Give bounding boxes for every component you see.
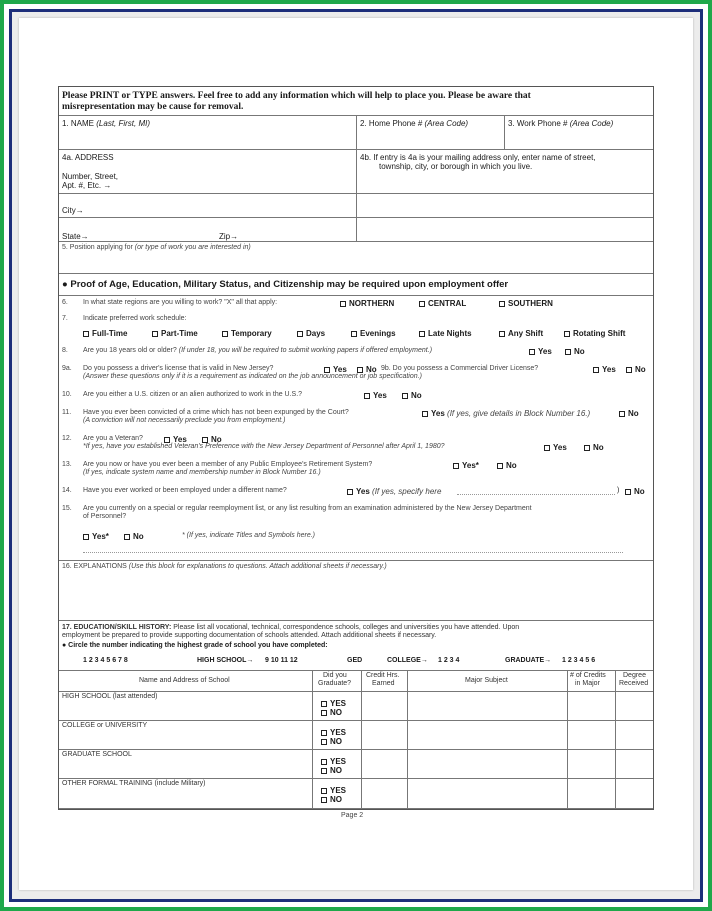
checkbox-icon <box>497 463 503 469</box>
checkbox-icon <box>321 797 327 803</box>
q12-no-2[interactable]: No <box>584 443 604 452</box>
q7-option-evenings[interactable]: Evenings <box>351 329 396 338</box>
college-grades[interactable]: 1 2 3 4 <box>438 657 460 664</box>
proof-banner: ● Proof of Age, Education, Military Status, and Citizenship may be required upon employment offer <box>62 279 509 290</box>
checkbox-icon <box>593 367 599 373</box>
checkbox-icon <box>321 730 327 736</box>
col-num-credits-1: # of Credits <box>570 672 606 679</box>
q15-number: 15. <box>62 505 72 512</box>
row-college-label: COLLEGE or UNIVERSITY <box>62 722 148 729</box>
q17-text-1: Please list all vocational, technical, correspondence schools, colleges and universities you have attended. Upon <box>173 624 520 631</box>
col-degree-2: Received <box>619 680 649 687</box>
high-school-label: HIGH SCHOOL→ <box>197 657 254 664</box>
row-graduate-school-yes[interactable]: YES <box>321 757 346 766</box>
edu-table-top <box>59 670 653 671</box>
grade-numbers[interactable]: 1 2 3 4 5 6 7 8 <box>83 657 128 664</box>
q9a-no[interactable]: No <box>357 365 377 374</box>
checkbox-icon <box>321 759 327 765</box>
q13-text: Are you now or have you ever been a member of any Public Employee's Retirement System? <box>83 461 373 468</box>
address-line-2: Number, Street, <box>62 172 119 181</box>
proof-banner-row <box>59 274 653 296</box>
name-field[interactable] <box>59 116 356 149</box>
row-graduate-school-label: GRADUATE SCHOOL <box>62 751 132 758</box>
high-school-grades[interactable]: 9 10 11 12 <box>265 657 298 664</box>
q16-label: 16. EXPLANATIONS <box>62 563 127 570</box>
q7-number: 7. <box>62 315 68 322</box>
position-row <box>59 243 653 274</box>
home-phone-hint: (Area Code) <box>424 119 469 128</box>
work-phone-label: 3. Work Phone # <box>508 119 568 128</box>
q9b-text: 9b. Do you possess a Commercial Driver License? <box>381 365 539 372</box>
q8-hint: (If under 18, you will be required to submit working papers if offered employment.) <box>178 347 433 354</box>
q11-yes[interactable]: Yes (If yes, give details in Block Number 16.) <box>422 409 590 418</box>
q11-no[interactable]: No <box>619 409 639 418</box>
q10-yes[interactable]: Yes <box>364 391 387 400</box>
q17-label: 17. EDUCATION/SKILL HISTORY: <box>62 624 172 631</box>
q16-hint: (Use this block for explanations to questions. Attach additional sheets if necessary.) <box>128 563 387 570</box>
checkbox-icon <box>453 463 459 469</box>
q9b-no[interactable]: No <box>626 365 646 374</box>
row-other-training-label: OTHER FORMAL TRAINING (include Military) <box>62 780 206 787</box>
q7-option-days[interactable]: Days <box>297 329 325 338</box>
checkbox-icon <box>584 445 590 451</box>
state-label: State→ <box>62 232 89 241</box>
education-block <box>59 621 653 809</box>
city-field[interactable] <box>59 194 356 217</box>
row-high-school-no[interactable]: NO <box>321 708 342 717</box>
position-hint: (or type of work you are interested in) <box>134 244 251 251</box>
checkbox-icon <box>297 331 303 337</box>
position-label: 5. Position applying for <box>62 244 133 251</box>
row-other-training-no[interactable]: NO <box>321 795 342 804</box>
q8-number: 8. <box>62 347 68 354</box>
col-major-subject: Major Subject <box>465 677 508 684</box>
instructions-row <box>59 87 653 116</box>
q15-no[interactable]: No <box>124 532 144 541</box>
address-label: 4a. ADDRESS <box>62 153 114 162</box>
q13-hint: (If yes, indicate system name and membership number in Block Number 16.) <box>83 469 321 476</box>
q10-text: Are you either a U.S. citizen or an alien authorized to work in the U.S.? <box>83 391 303 398</box>
q12-yes-2[interactable]: Yes <box>544 443 567 452</box>
city-label: City→ <box>62 206 84 215</box>
q12-hint: *If yes, have you established Veteran's Preference with the New Jersey Department of Personnel after April 1, 1980? <box>83 443 445 450</box>
checkbox-icon <box>321 768 327 774</box>
q7-option-rotating-shift[interactable]: Rotating Shift <box>564 329 625 338</box>
q13-yes[interactable]: Yes* <box>453 461 479 470</box>
address-row <box>59 150 653 194</box>
state-field-b[interactable] <box>356 218 653 242</box>
q9-number: 9a. <box>62 365 72 372</box>
q7-option-any-shift[interactable]: Any Shift <box>499 329 543 338</box>
q6-option-northern[interactable]: NORTHERN <box>340 299 394 308</box>
checkbox-icon <box>422 411 428 417</box>
explanations-block[interactable] <box>59 561 653 621</box>
checkbox-icon <box>321 701 327 707</box>
q12-no[interactable]: No <box>202 435 222 444</box>
q14-no[interactable]: No <box>625 487 645 496</box>
col-credits-1: Credit Hrs. <box>366 672 400 679</box>
name-label: 1. NAME <box>62 119 95 128</box>
checkbox-icon <box>222 331 228 337</box>
checkbox-icon <box>529 349 535 355</box>
checkbox-icon <box>321 710 327 716</box>
q6-number: 6. <box>62 299 68 306</box>
q11-number: 11. <box>62 409 72 416</box>
q11-hint: (A conviction will not necessarily preclude you from employment.) <box>83 417 286 424</box>
col-degree-1: Degree <box>623 672 646 679</box>
checkbox-icon <box>340 301 346 307</box>
position-field[interactable] <box>62 244 251 252</box>
q6-text: In what state regions are you willing to work? "X" all that apply: <box>83 299 278 306</box>
q6-option-central[interactable]: CENTRAL <box>419 299 466 308</box>
q13-no[interactable]: No <box>497 461 517 470</box>
work-phone-hint: (Area Code) <box>569 119 614 128</box>
q7-text: Indicate preferred work schedule: <box>83 315 187 322</box>
q10-number: 10. <box>62 391 72 398</box>
q9a-text: Do you possess a driver's license that is valid in New Jersey? <box>83 365 274 372</box>
home-phone-field[interactable] <box>356 116 504 149</box>
checkbox-icon <box>351 331 357 337</box>
checkbox-icon <box>499 331 505 337</box>
city-field-b[interactable] <box>356 194 653 217</box>
q17-text-2: employment be prepared to provide supporting documentation of schools attended. Attach additional sheets if necessary. <box>62 632 437 639</box>
q7-option-late-nights[interactable]: Late Nights <box>419 329 472 338</box>
address-field[interactable] <box>59 150 356 193</box>
q8-no[interactable]: No <box>565 347 585 356</box>
work-phone-field[interactable] <box>504 116 653 149</box>
home-phone-label: 2. Home Phone # <box>360 119 423 128</box>
name-hint: (Last, First, MI) <box>96 119 151 128</box>
q11-yes-hint: (If yes, give details in Block Number 16.) <box>447 409 591 418</box>
checkbox-icon <box>152 331 158 337</box>
zip-label: Zip→ <box>219 232 239 241</box>
q15-hint: * (If yes, indicate Titles and Symbols here.) <box>182 532 315 539</box>
state-zip-field[interactable] <box>59 218 356 242</box>
address-line-3: Apt. #, Etc. → <box>62 181 112 190</box>
q7-option-temporary[interactable]: Temporary <box>222 329 272 338</box>
q14-text: Have you ever worked or been employed under a different name? <box>83 487 287 494</box>
q11-text: Have you ever been convicted of a crime which has not been expunged by the Court? <box>83 409 349 416</box>
state-row <box>59 218 653 243</box>
ged-option[interactable]: GED <box>347 657 363 664</box>
row-college-yes[interactable]: YES <box>321 728 346 737</box>
q14-yes[interactable]: Yes (If yes, specify here <box>347 487 441 496</box>
q9b-yes[interactable]: Yes <box>593 365 616 374</box>
mailing-address-field[interactable] <box>356 150 653 193</box>
col-num-credits-2: in Major <box>575 680 600 687</box>
checkbox-icon <box>321 788 327 794</box>
checkbox-icon <box>83 534 89 540</box>
q9-hint: (Answer these questions only if it is a requirement as indicated on the job announcement or job specification.) <box>83 373 422 380</box>
q6-option-southern[interactable]: SOUTHERN <box>499 299 553 308</box>
checkbox-icon <box>499 301 505 307</box>
row-college-no[interactable]: NO <box>321 737 342 746</box>
checkbox-icon <box>564 331 570 337</box>
checkbox-icon <box>619 411 625 417</box>
q8-yes[interactable]: Yes <box>529 347 552 356</box>
checkbox-icon <box>625 489 631 495</box>
checkbox-icon <box>544 445 550 451</box>
graduate-grades[interactable]: 1 2 3 4 5 6 <box>562 657 596 664</box>
q15-titles-line[interactable] <box>83 552 623 553</box>
q7-option-part-time[interactable]: Part-Time <box>152 329 198 338</box>
checkbox-icon <box>626 367 632 373</box>
q15-text-2: of Personnel? <box>83 513 127 520</box>
q14-yes-hint: (If yes, specify here <box>372 487 442 496</box>
checkbox-icon <box>321 739 327 745</box>
city-row <box>59 194 653 218</box>
questions-block <box>59 296 653 561</box>
checkbox-icon <box>364 393 370 399</box>
application-form <box>58 86 654 810</box>
q15-text-1: Are you currently on a special or regular reemployment list, or any list resulting from an examination administered by the New Jersey Department <box>83 505 532 512</box>
checkbox-icon <box>347 489 353 495</box>
q14-number: 14. <box>62 487 72 494</box>
instructions-line-1: Please PRINT or TYPE answers. Feel free to add any information which will help to place you. Please be aware that <box>62 91 531 101</box>
page-number: Page 2 <box>341 812 364 819</box>
q9a-yes[interactable]: Yes <box>324 365 347 374</box>
q14-close-paren: ) <box>617 487 620 494</box>
q12-text: Are you a Veteran? <box>83 435 143 442</box>
q13-number: 13. <box>62 461 72 468</box>
row-high-school-yes[interactable]: YES <box>321 699 346 708</box>
checkbox-icon <box>402 393 408 399</box>
graduate-label: GRADUATE→ <box>505 657 552 664</box>
q8-text: Are you 18 years old or older? <box>83 347 177 354</box>
mailing-note-2: township, city, or borough in which you live. <box>379 162 533 171</box>
q15-yes[interactable]: Yes* <box>83 532 109 541</box>
q7-option-full-time[interactable]: Full-Time <box>83 329 127 338</box>
q12-number: 12. <box>62 435 72 442</box>
q14-specify-line[interactable] <box>457 494 615 495</box>
q17-circle-instruction: ● Circle the number indicating the highest grade of school you have completed: <box>62 642 328 649</box>
col-school-name: Name and Address of School <box>139 677 230 684</box>
checkbox-icon <box>124 534 130 540</box>
college-label: COLLEGE→ <box>387 657 428 664</box>
row-other-training-yes[interactable]: YES <box>321 786 346 795</box>
checkbox-icon <box>83 331 89 337</box>
col-credits-2: Earned <box>372 680 395 687</box>
name-row <box>59 116 653 150</box>
checkbox-icon <box>565 349 571 355</box>
instructions-line-2: misrepresentation may be cause for removal. <box>62 102 244 112</box>
q10-no[interactable]: No <box>402 391 422 400</box>
col-graduate-2: Graduate? <box>318 680 352 687</box>
row-graduate-school-no[interactable]: NO <box>321 766 342 775</box>
q12-yes[interactable]: Yes <box>164 435 187 444</box>
edu-table-header-bottom <box>59 691 653 692</box>
checkbox-icon <box>419 331 425 337</box>
checkbox-icon <box>419 301 425 307</box>
col-graduate-1: Did you <box>323 672 347 679</box>
mailing-note-1: 4b. If entry is 4a is your mailing address only, enter name of street, <box>360 153 596 162</box>
row-high-school-label: HIGH SCHOOL (last attended) <box>62 693 158 700</box>
